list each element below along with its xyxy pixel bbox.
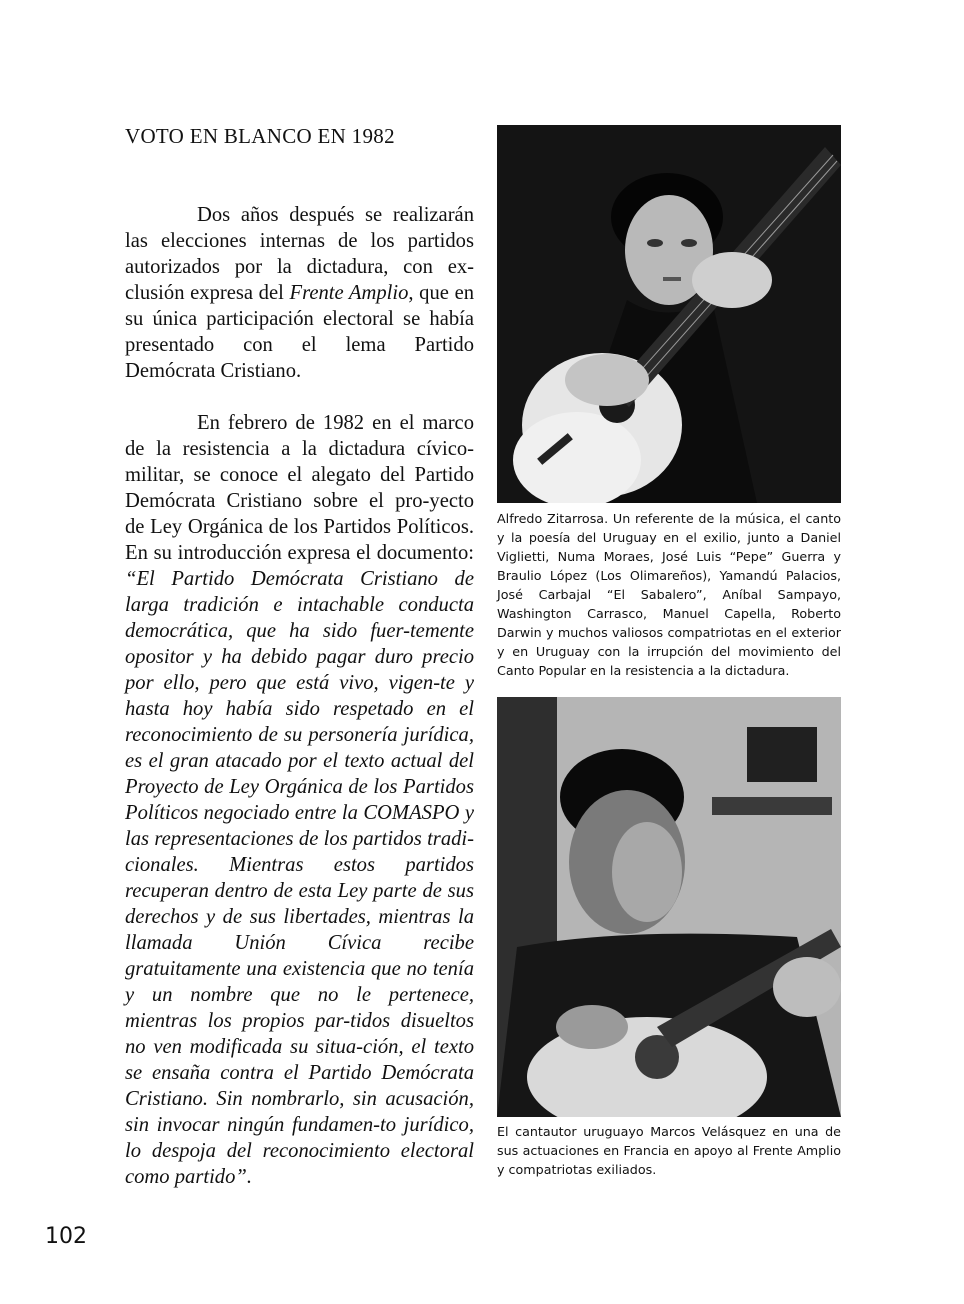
para1-text-after: , que en su única participación electoral se había presentado con el lema Partido Demócrata Cristiano. — [125, 282, 475, 382]
paragraph-1 — [125, 202, 474, 384]
paragraph-2 — [125, 410, 474, 1190]
frente-amplio-emphasis: Frente Amplio — [289, 282, 409, 304]
photo-caption-1: Alfredo Zitarrosa. Un referente de la música, el canto y la poesía del Uruguay en el exilio, junto a Daniel Viglietti, Numa Moraes, José Luis “Pepe” Guerra y Braulio López (Los Olimareños), Yamandú Palacios, José Carbajal “El Sabalero”, Aníbal Sampayo, Washington Carrasco, Manuel Capella, Roberto Darwin y muchos valiosos compatriotas en el exterior y en Uruguay con la irrupción del movimiento del Canto Popular en la resistencia a la dictadura. — [497, 511, 841, 678]
guitarist-photo-illustration — [497, 125, 841, 503]
photo-caption-2: El cantautor uruguayo Marcos Velásquez en una de sus actuaciones en Francia en apoyo al Frente Amplio y compatriotas exiliados. — [497, 1124, 841, 1177]
guitarist-photo-illustration-2 — [497, 697, 841, 1117]
para2-quote: “El Partido Demócrata Cristiano de larga tradición e intachable conducta democrática, que ha sido fuer-temente opositor y ha debido pagar duro precio por ello, pero que está vivo, vigen-te y hasta hoy había sido respetado en el reconocimiento de su personería jurídica, es el gran atacado por el texto actual del Proyecto de Ley Orgánica de los Partidos Políticos negociado entre la COMASPO y las representaciones de los partidos tradi-cionales. Mientras estos partidos recuperan dentro de esta Ley parte de sus derechos y de sus libertades, mientras la llamada Unión Cívica recibe gratuitamente una existencia que no tenía y un nombre que no le pertenece, mientras los propios par-tidos disueltos no ven modificada su situa-ción, el texto se ensaña contra el Partido Demócrata Cristiano. Sin nombrarlo, sin acusación, sin invocar ningún fundamen-to jurídico, lo despoja del reconocimiento electoral como partido”. — [125, 568, 474, 1188]
section-title: VOTO EN BLANCO EN 1982 — [125, 124, 395, 148]
page-number: 102 — [45, 1224, 87, 1249]
alfredo-zitarrosa-photo — [497, 125, 841, 503]
para2-intro: En febrero de 1982 en el marco de la resistencia a la dictadura cívico-militar, se conoce el alegato del Partido Demócrata Cristiano sobre el pro-yecto de Ley Orgánica de los Partidos Políticos. En su introducción expresa el documento: — [125, 412, 474, 564]
para1-text-before: Dos años después se realizarán las elecciones internas de los partidos autorizados por la dictadura, con ex-clusión expresa del — [125, 204, 474, 304]
marcos-velasquez-photo — [497, 697, 841, 1117]
